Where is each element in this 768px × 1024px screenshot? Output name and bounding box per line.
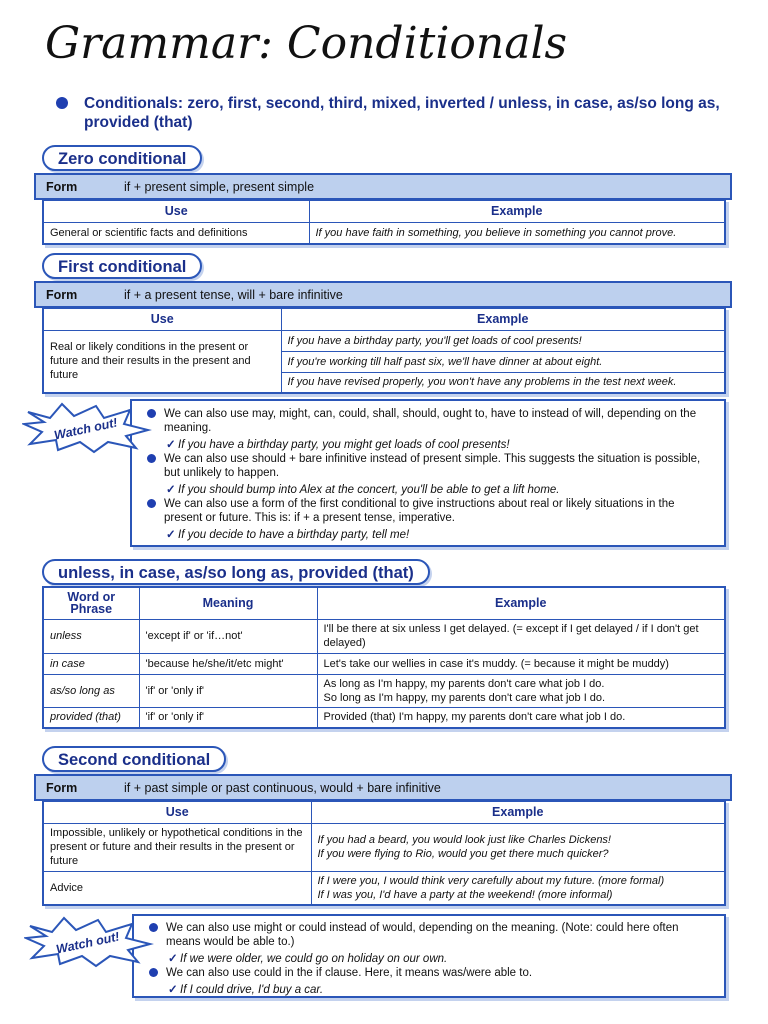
- table-cell: If I were you, I would think very carefully about my future. (more formal) If I was you, I'd have a party at the weekend! (more informal): [311, 871, 725, 905]
- use-header: Use: [43, 200, 309, 222]
- table-cell: as/so long as: [43, 674, 139, 707]
- check-icon: ✓: [166, 484, 176, 496]
- table-cell: unless: [43, 619, 139, 653]
- table-cell: 'except if' or 'if…not': [139, 619, 317, 653]
- table-cell: If you have a birthday party, you'll get loads of cool presents!: [281, 330, 725, 351]
- table-cell: 'if' or 'only if': [139, 707, 317, 728]
- table-cell: General or scientific facts and definitions: [43, 222, 309, 244]
- example-header: Example: [317, 587, 725, 619]
- example-header: Example: [309, 200, 725, 222]
- list-item: We can also use may, might, can, could, shall, should, ought to, have to instead of will, depending on the meaning.: [140, 407, 716, 435]
- watch-out-badge-2: [24, 916, 154, 968]
- table-cell: If you have faith in something, you believe in something you cannot prove.: [309, 222, 725, 244]
- check-icon: ✓: [166, 439, 176, 451]
- watch-out-label: Watch out!: [54, 929, 121, 957]
- table-cell: If you had a beard, you would look just like Charles Dickens! If you were flying to Rio, would you get there much quicker?: [311, 823, 725, 871]
- table-cell: Advice: [43, 871, 311, 905]
- table-cell: As long as I'm happy, my parents don't care what job I do. So long as I'm happy, my parents don't care what job I do.: [317, 674, 725, 707]
- first-form-bar: Form if + a present tense, will + bare infinitive: [34, 281, 732, 308]
- watch-out-box-2: [132, 914, 726, 998]
- meaning-header: Meaning: [139, 587, 317, 619]
- bullet-icon: [147, 499, 156, 508]
- first-table: [42, 307, 726, 394]
- topic-line: Conditionals: zero, first, second, third, mixed, inverted / unless, in case, as/so long as, provided (that): [56, 94, 746, 132]
- watch-out-box-1: [130, 399, 726, 547]
- list-item: We can also use could in the if clause. Here, it means was/were able to.: [142, 966, 716, 980]
- example-check: ✓ If you have a birthday party, you might get loads of cool presents!: [166, 439, 510, 451]
- list-item: We can also use might or could instead of would, depending on the meaning. (Note: could here often means would be able to.): [142, 921, 716, 949]
- table-cell: If you're working till half past six, we'll have dinner at about eight.: [281, 351, 725, 372]
- table-cell: Provided (that) I'm happy, my parents don't care what job I do.: [317, 707, 725, 728]
- bullet-icon: [147, 454, 156, 463]
- check-icon: ✓: [168, 984, 178, 996]
- check-icon: ✓: [166, 529, 176, 541]
- first-conditional-heading: First conditional: [42, 253, 202, 279]
- table-cell: Let's take our wellies in case it's muddy. (= because it might be muddy): [317, 653, 725, 674]
- table-cell: Real or likely conditions in the present or future and their results in the present and future: [43, 330, 281, 393]
- example-header: Example: [281, 308, 725, 330]
- zero-conditional-heading: Zero conditional: [42, 145, 202, 171]
- watch-out-label: Watch out!: [52, 415, 119, 443]
- bullet-icon: [149, 968, 158, 977]
- word-header: Word or Phrase: [43, 587, 139, 619]
- use-header: Use: [43, 308, 281, 330]
- example-check: ✓ If I could drive, I'd buy a car.: [168, 984, 324, 996]
- example-check: ✓ If you should bump into Alex at the concert, you'll be able to get a lift home.: [166, 484, 560, 496]
- table-cell: If you have revised properly, you won't have any problems in the test next week.: [281, 372, 725, 393]
- watch-out-badge-1: [22, 402, 152, 454]
- table-cell: 'because he/she/it/etc might': [139, 653, 317, 674]
- unless-heading: unless, in case, as/so long as, provided (that): [42, 559, 430, 585]
- zero-form-bar: Form if + present simple, present simple: [34, 173, 732, 200]
- table-cell: in case: [43, 653, 139, 674]
- second-form-bar: Form if + past simple or past continuous, would + bare infinitive: [34, 774, 732, 801]
- table-cell: I'll be there at six unless I get delayed. (= except if I get delayed / if I don't get delayed): [317, 619, 725, 653]
- unless-table: [42, 586, 726, 729]
- example-check: ✓ If you decide to have a birthday party, tell me!: [166, 529, 410, 541]
- example-check: ✓ If we were older, we could go on holiday on our own.: [168, 953, 448, 965]
- second-table: [42, 800, 726, 906]
- zero-table: [42, 199, 726, 245]
- check-icon: ✓: [168, 953, 178, 965]
- table-cell: 'if' or 'only if': [139, 674, 317, 707]
- list-item: We can also use a form of the first conditional to give instructions about real or likely situations in the present or future. This is: if + a present tense, imperative.: [140, 497, 716, 525]
- bullet-icon: [56, 97, 68, 109]
- list-item: We can also use should + bare infinitive instead of present simple. This suggests the situation is possible, but unlikely to happen.: [140, 452, 716, 480]
- page-title: Grammar: Conditionals: [45, 18, 568, 69]
- use-header: Use: [43, 801, 311, 823]
- second-conditional-heading: Second conditional: [42, 746, 226, 772]
- table-cell: Impossible, unlikely or hypothetical conditions in the present or future and their results in the present or future: [43, 823, 311, 871]
- example-header: Example: [311, 801, 725, 823]
- table-cell: provided (that): [43, 707, 139, 728]
